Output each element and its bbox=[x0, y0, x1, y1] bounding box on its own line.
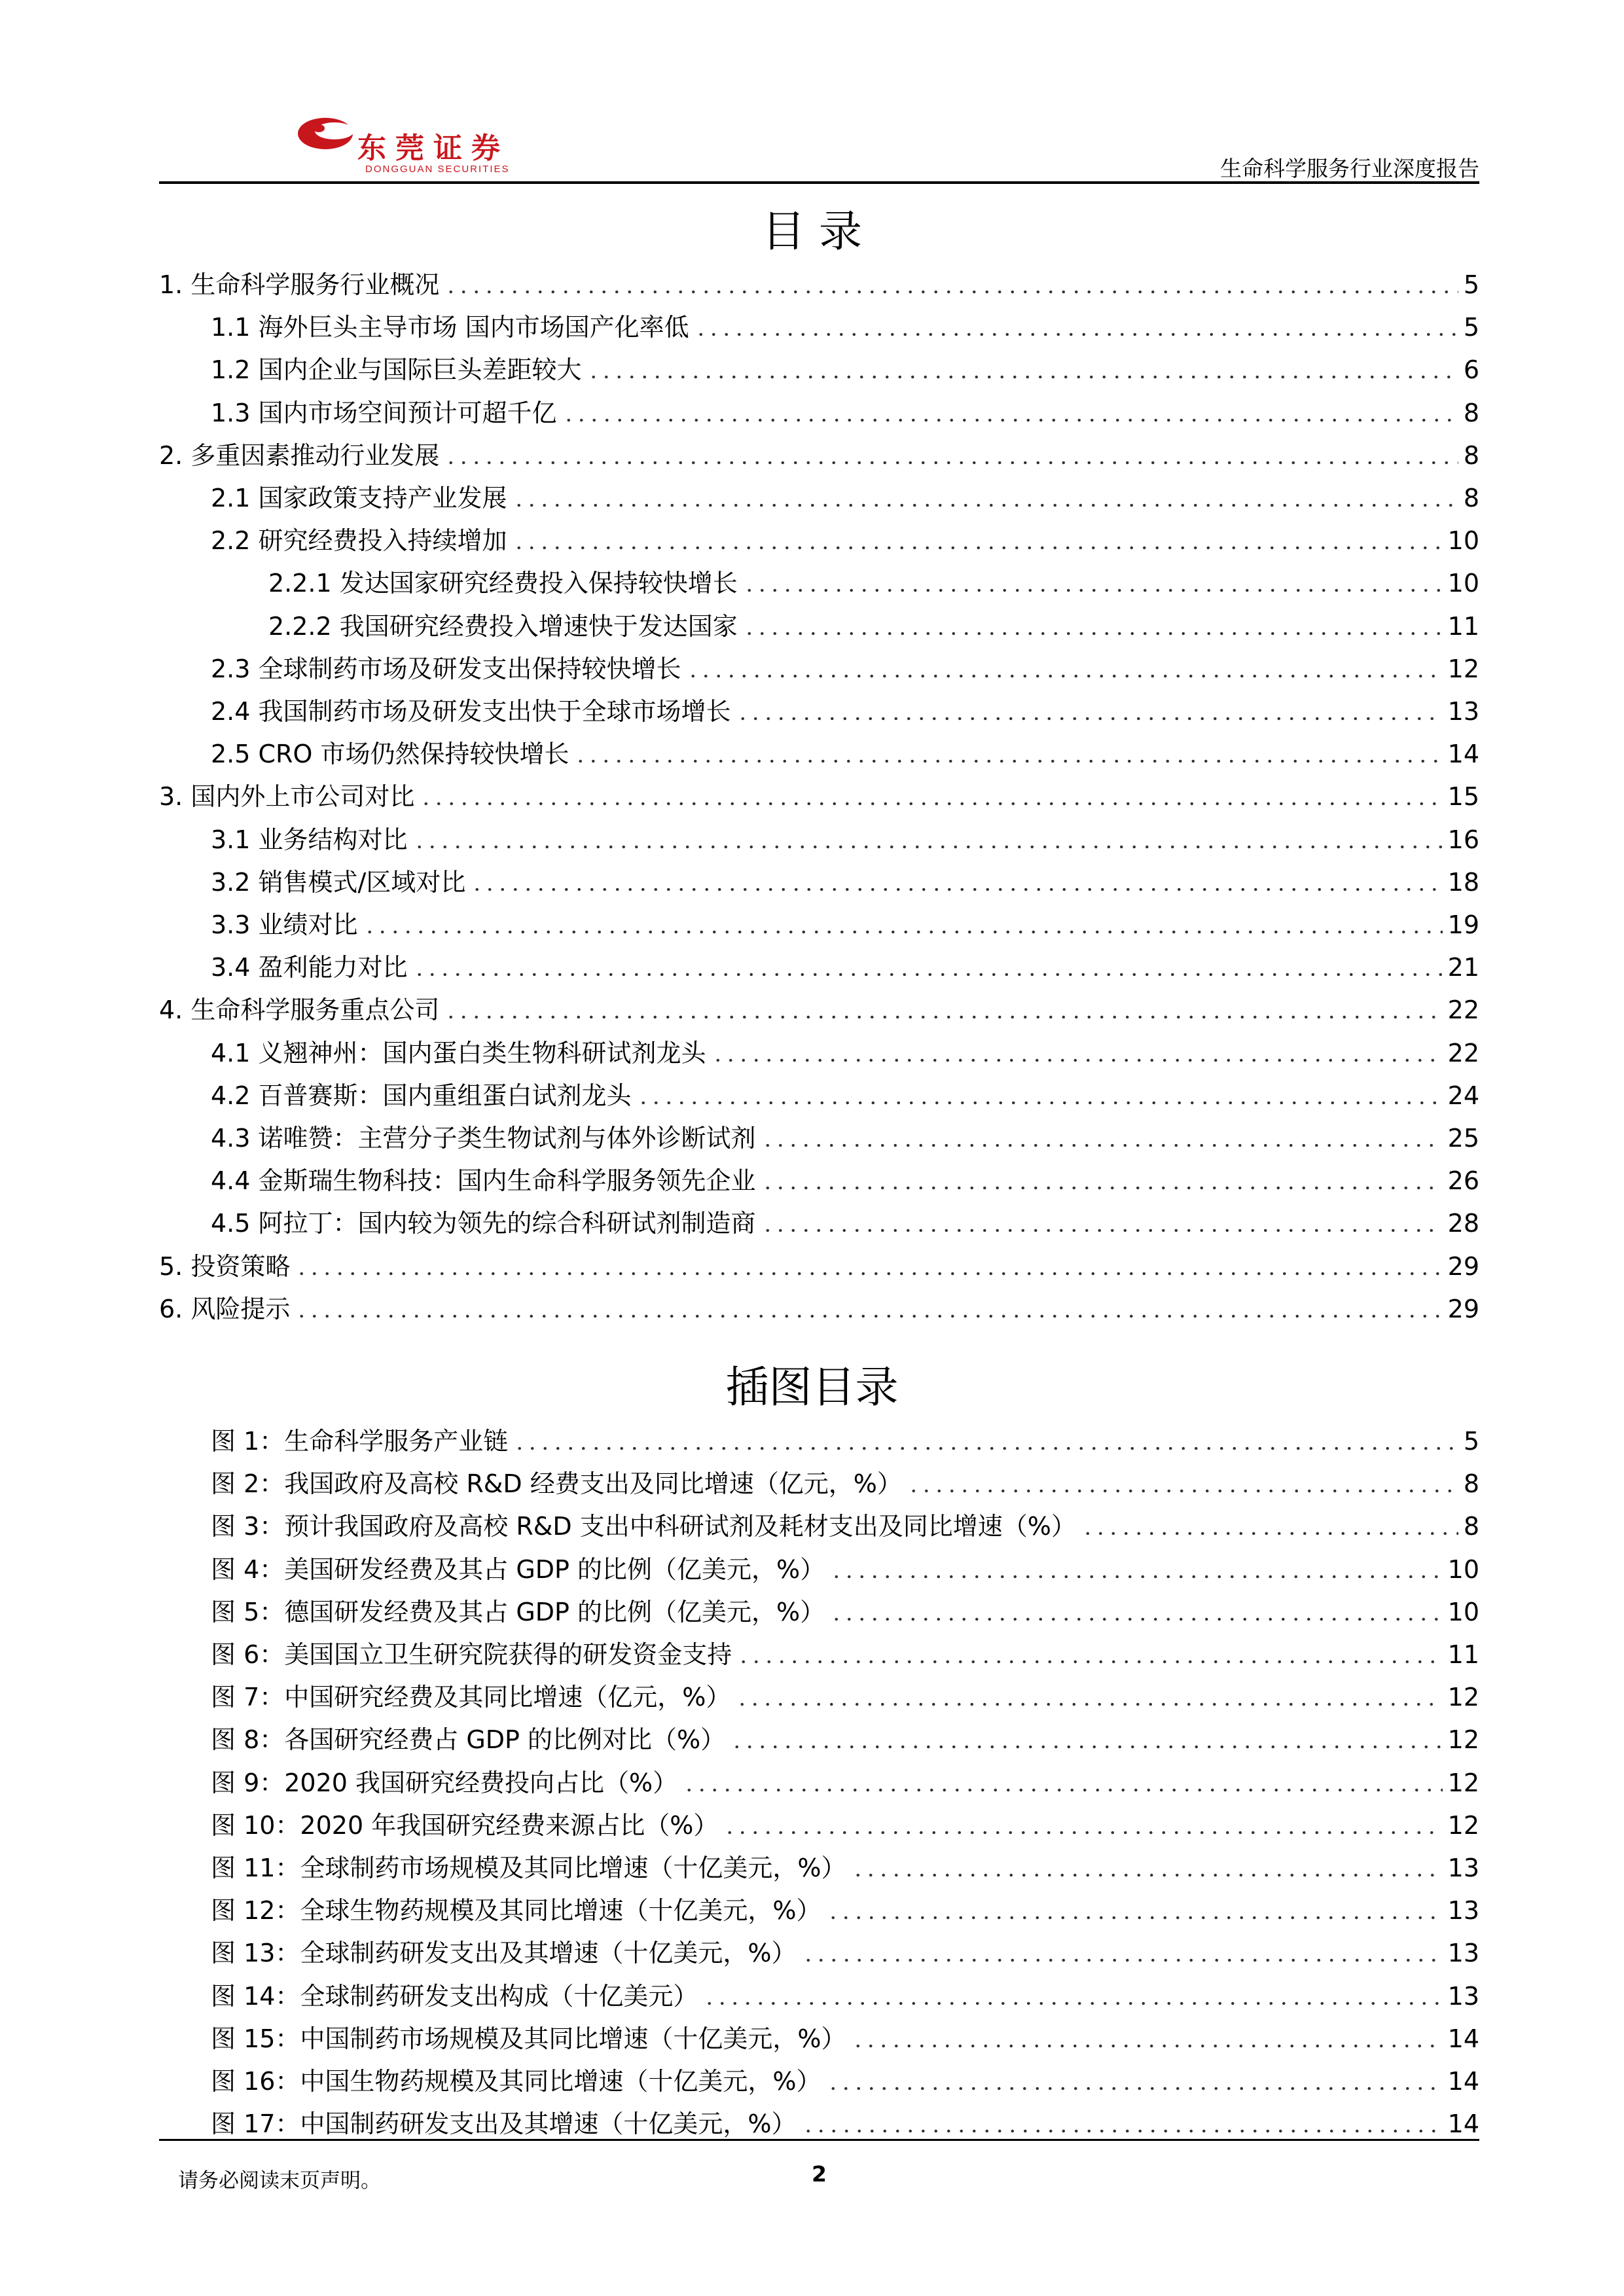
toc-entry[interactable] bbox=[159, 439, 1479, 472]
toc-entry[interactable] bbox=[211, 353, 1479, 386]
report-title: 生命科学服务行业深度报告 bbox=[1220, 156, 1479, 181]
dot-leader bbox=[737, 1659, 1442, 1664]
dot-leader bbox=[761, 1228, 1443, 1233]
toc-entry-page: 29 bbox=[1447, 1295, 1479, 1323]
toc-entry[interactable] bbox=[211, 695, 1479, 728]
toc-entry[interactable] bbox=[159, 268, 1479, 301]
dot-leader bbox=[802, 1958, 1443, 1963]
figure-entry-page: 13 bbox=[1447, 1939, 1479, 1967]
dot-leader bbox=[574, 759, 1442, 764]
dot-leader bbox=[852, 1873, 1443, 1878]
figure-entry[interactable] bbox=[211, 1852, 1479, 1884]
figure-entry-page: 8 bbox=[1463, 1469, 1479, 1498]
figure-entry-page: 13 bbox=[1447, 1896, 1479, 1925]
dot-leader bbox=[562, 418, 1458, 423]
figure-entry[interactable] bbox=[211, 1510, 1479, 1543]
toc-entry-page: 8 bbox=[1463, 399, 1479, 427]
figures-title: 插图目录 bbox=[725, 1362, 899, 1412]
brand-name-english: DONGGUAN SECURITIES bbox=[365, 164, 510, 175]
toc-entry-page: 25 bbox=[1447, 1124, 1479, 1153]
dot-leader bbox=[471, 887, 1442, 892]
toc-entry[interactable] bbox=[159, 994, 1479, 1026]
dot-leader bbox=[444, 1014, 1442, 1020]
toc-entry-label: 6. 风险提示 bbox=[159, 1295, 291, 1323]
toc-entry-page: 18 bbox=[1447, 868, 1479, 897]
header-divider bbox=[159, 181, 1479, 184]
page-number: 2 bbox=[812, 2161, 827, 2187]
toc-entry[interactable] bbox=[211, 482, 1479, 514]
figure-entry-page: 14 bbox=[1447, 2067, 1479, 2096]
figure-entry-label: 图 14：全球制药研发支出构成（十亿美元） bbox=[211, 1982, 698, 2011]
toc-entry[interactable] bbox=[211, 823, 1479, 856]
toc-entry-label: 3.4 盈利能力对比 bbox=[211, 953, 408, 982]
toc-entry[interactable] bbox=[211, 524, 1479, 557]
toc-entry-label: 2.3 全球制药市场及研发支出保持较快增长 bbox=[211, 655, 681, 683]
dot-leader bbox=[413, 844, 1443, 850]
dot-leader bbox=[363, 929, 1443, 935]
toc-entry-page: 15 bbox=[1447, 782, 1479, 811]
company-logo-icon bbox=[297, 115, 355, 152]
figure-entry-page: 13 bbox=[1447, 1982, 1479, 2011]
dot-leader bbox=[695, 332, 1458, 337]
dot-leader bbox=[731, 1744, 1442, 1749]
toc-entry-page: 19 bbox=[1447, 910, 1479, 939]
toc-entry[interactable] bbox=[211, 653, 1479, 685]
toc-entry-page: 5 bbox=[1463, 313, 1479, 342]
figure-entry[interactable] bbox=[211, 1809, 1479, 1842]
footer-divider bbox=[159, 2139, 1479, 2141]
figure-entry-label: 图 12：全球生物药规模及其同比增速（十亿美元，%） bbox=[211, 1896, 821, 1925]
toc-entry[interactable] bbox=[211, 951, 1479, 984]
toc-entry-label: 4.5 阿拉丁：国内较为领先的综合科研试剂制造商 bbox=[211, 1209, 756, 1238]
figure-entry[interactable] bbox=[211, 1596, 1479, 1628]
figure-entry[interactable] bbox=[211, 1681, 1479, 1713]
toc-entry-label: 4.3 诺唯赞：主营分子类生物试剂与体外诊断试剂 bbox=[211, 1124, 756, 1153]
figure-entry[interactable] bbox=[211, 2065, 1479, 2098]
figure-entry-label: 图 9：2020 我国研究经费投向占比（%） bbox=[211, 1768, 678, 1797]
page-header bbox=[159, 111, 1479, 182]
dot-leader bbox=[736, 1702, 1442, 1707]
toc-entry-page: 10 bbox=[1447, 569, 1479, 598]
dot-leader bbox=[444, 460, 1458, 465]
toc-entry-label: 2. 多重因素推动行业发展 bbox=[159, 441, 440, 470]
figure-entry[interactable] bbox=[211, 1767, 1479, 1799]
dot-leader bbox=[743, 588, 1443, 593]
toc-entry-page: 22 bbox=[1447, 1039, 1479, 1067]
figure-entry-label: 图 8：各国研究经费占 GDP 的比例对比（%） bbox=[211, 1725, 726, 1754]
figure-entry[interactable] bbox=[211, 2108, 1479, 2140]
figure-entry-label: 图 4：美国研发经费及其占 GDP 的比例（亿美元，%） bbox=[211, 1555, 825, 1584]
dot-leader bbox=[830, 1574, 1442, 1579]
toc-entry[interactable] bbox=[211, 1207, 1479, 1240]
toc-entry-label: 2.2 研究经费投入持续增加 bbox=[211, 526, 507, 555]
toc-entry[interactable] bbox=[211, 738, 1479, 770]
dot-leader bbox=[743, 631, 1443, 636]
dot-leader bbox=[295, 1271, 1442, 1276]
dot-leader bbox=[683, 1787, 1442, 1793]
dot-leader bbox=[802, 2128, 1443, 2134]
toc-entry-label: 2.4 我国制药市场及研发支出快于全球市场增长 bbox=[211, 697, 731, 726]
toc-title: 目 录 bbox=[762, 206, 862, 257]
figure-entry-page: 13 bbox=[1447, 1854, 1479, 1882]
figure-entry-label: 图 11：全球制药市场规模及其同比增速（十亿美元，%） bbox=[211, 1854, 846, 1882]
dot-leader bbox=[637, 1100, 1443, 1105]
dot-leader bbox=[513, 1446, 1458, 1451]
toc-entry-label: 5. 投资策略 bbox=[159, 1252, 291, 1281]
toc-entry[interactable] bbox=[211, 1037, 1479, 1069]
figure-entry-page: 14 bbox=[1447, 2024, 1479, 2053]
toc-entry-label: 2.5 CRO 市场仍然保持较快增长 bbox=[211, 740, 569, 768]
figure-entry-label: 图 5：德国研发经费及其占 GDP 的比例（亿美元，%） bbox=[211, 1598, 825, 1626]
figure-entry[interactable] bbox=[211, 1467, 1479, 1500]
dot-leader bbox=[761, 1185, 1443, 1191]
toc-entry-page: 10 bbox=[1447, 526, 1479, 555]
figure-entry-page: 5 bbox=[1463, 1427, 1479, 1456]
toc-entry-label: 4.1 义翘神州：国内蛋白类生物科研试剂龙头 bbox=[211, 1039, 706, 1067]
figure-entry-label: 图 17：中国制药研发支出及其增速（十亿美元，%） bbox=[211, 2109, 797, 2138]
toc-entry-page: 14 bbox=[1447, 740, 1479, 768]
dot-leader bbox=[444, 289, 1458, 295]
figure-entry[interactable] bbox=[211, 1425, 1479, 1458]
toc-entry[interactable] bbox=[211, 866, 1479, 899]
toc-entry-page: 29 bbox=[1447, 1252, 1479, 1281]
figure-entry-label: 图 7：中国研究经费及其同比增速（亿元，%） bbox=[211, 1683, 731, 1712]
toc-entry-page: 5 bbox=[1463, 270, 1479, 299]
toc-entry-page: 13 bbox=[1447, 697, 1479, 726]
toc-entry-page: 24 bbox=[1447, 1081, 1479, 1110]
dot-leader bbox=[712, 1058, 1443, 1063]
toc-entry[interactable] bbox=[268, 610, 1479, 643]
figure-entry[interactable] bbox=[211, 1937, 1479, 1969]
dot-leader bbox=[827, 2086, 1443, 2091]
toc-entry-page: 6 bbox=[1463, 355, 1479, 384]
toc-entry-label: 1. 生命科学服务行业概况 bbox=[159, 270, 440, 299]
figure-entry-page: 10 bbox=[1447, 1598, 1479, 1626]
toc-entry-label: 3.2 销售模式/区域对比 bbox=[211, 868, 466, 897]
dot-leader bbox=[513, 503, 1458, 508]
toc-entry[interactable] bbox=[159, 780, 1479, 813]
toc-entry-page: 26 bbox=[1447, 1166, 1479, 1195]
figure-entry[interactable] bbox=[211, 1723, 1479, 1756]
figure-entry-label: 图 2：我国政府及高校 R&D 经费支出及同比增速（亿元，%） bbox=[211, 1469, 902, 1498]
dot-leader bbox=[723, 1830, 1442, 1835]
toc-entry-label: 3. 国内外上市公司对比 bbox=[159, 782, 415, 811]
figure-entry-label: 图 6：美国国立卫生研究院获得的研发资金支持 bbox=[211, 1640, 732, 1669]
dot-leader bbox=[587, 374, 1458, 380]
dot-leader bbox=[830, 1617, 1442, 1622]
figure-entry[interactable] bbox=[211, 1638, 1479, 1671]
dot-leader bbox=[827, 1915, 1443, 1920]
figure-entry-page: 12 bbox=[1447, 1683, 1479, 1712]
toc-entry-page: 28 bbox=[1447, 1209, 1479, 1238]
brand-name: 东莞证券 bbox=[357, 132, 509, 165]
toc-entry[interactable] bbox=[211, 1122, 1479, 1155]
figure-entry-label: 图 1：生命科学服务产业链 bbox=[211, 1427, 509, 1456]
toc-entry[interactable] bbox=[159, 1250, 1479, 1283]
toc-entry-page: 11 bbox=[1447, 612, 1479, 641]
toc-entry-page: 12 bbox=[1447, 655, 1479, 683]
toc-entry-label: 2.2.1 发达国家研究经费投入保持较快增长 bbox=[268, 569, 738, 598]
toc-entry-page: 16 bbox=[1447, 825, 1479, 854]
dot-leader bbox=[413, 972, 1443, 977]
toc-entry-label: 1.2 国内企业与国际巨头差距较大 bbox=[211, 355, 582, 384]
dot-leader bbox=[736, 716, 1443, 721]
dot-leader bbox=[761, 1143, 1443, 1148]
figure-entry-page: 11 bbox=[1447, 1640, 1479, 1669]
figure-entry-page: 12 bbox=[1447, 1725, 1479, 1754]
figure-entry-page: 12 bbox=[1447, 1768, 1479, 1797]
figure-entry-page: 14 bbox=[1447, 2109, 1479, 2138]
toc-entry-page: 8 bbox=[1463, 484, 1479, 512]
toc-entry[interactable] bbox=[159, 1293, 1479, 1325]
toc-entry[interactable] bbox=[211, 1164, 1479, 1197]
toc-entry[interactable] bbox=[211, 311, 1479, 344]
toc-entry-label: 1.1 海外巨头主导市场 国内市场国产化率低 bbox=[211, 313, 689, 342]
toc-entry-label: 4.2 百普赛斯：国内重组蛋白试剂龙头 bbox=[211, 1081, 632, 1110]
toc-entry-label: 3.3 业绩对比 bbox=[211, 910, 358, 939]
toc-entry-label: 4.4 金斯瑞生物科技：国内生命科学服务领先企业 bbox=[211, 1166, 756, 1195]
toc-entry-page: 8 bbox=[1463, 441, 1479, 470]
toc-entry[interactable] bbox=[211, 1079, 1479, 1112]
toc-entry[interactable] bbox=[268, 567, 1479, 600]
toc-entry-label: 3.1 业务结构对比 bbox=[211, 825, 408, 854]
figure-entry-label: 图 3：预计我国政府及高校 R&D 支出中科研试剂及耗材支出及同比增速（%） bbox=[211, 1512, 1076, 1541]
toc-entry-page: 22 bbox=[1447, 996, 1479, 1024]
figure-entry-page: 12 bbox=[1447, 1811, 1479, 1840]
figure-entry-label: 图 15：中国制药市场规模及其同比增速（十亿美元，%） bbox=[211, 2024, 846, 2053]
toc-entry-label: 2.2.2 我国研究经费投入增速快于发达国家 bbox=[268, 612, 738, 641]
dot-leader bbox=[852, 2043, 1443, 2049]
figure-entry[interactable] bbox=[211, 2022, 1479, 2055]
toc-entry-label: 1.3 国内市场空间预计可超千亿 bbox=[211, 399, 557, 427]
dot-leader bbox=[687, 673, 1443, 679]
figure-entry-page: 8 bbox=[1463, 1512, 1479, 1541]
dot-leader bbox=[703, 2001, 1442, 2006]
dot-leader bbox=[295, 1314, 1442, 1319]
dot-leader bbox=[1081, 1531, 1458, 1536]
disclaimer-note: 请务必阅读末页声明。 bbox=[178, 2169, 381, 2193]
figure-entry-label: 图 13：全球制药研发支出及其增速（十亿美元，%） bbox=[211, 1939, 797, 1967]
toc-entry-label: 4. 生命科学服务重点公司 bbox=[159, 996, 440, 1024]
figure-entry-label: 图 10：2020 年我国研究经费来源占比（%） bbox=[211, 1811, 719, 1840]
figure-entry[interactable] bbox=[211, 1980, 1479, 2013]
toc-entry-page: 21 bbox=[1447, 953, 1479, 982]
toc-entry[interactable] bbox=[211, 908, 1479, 941]
toc-entry-label: 2.1 国家政策支持产业发展 bbox=[211, 484, 507, 512]
figure-entry[interactable] bbox=[211, 1553, 1479, 1586]
figure-entry-page: 10 bbox=[1447, 1555, 1479, 1584]
figure-entry-label: 图 16：中国生物药规模及其同比增速（十亿美元，%） bbox=[211, 2067, 821, 2096]
dot-leader bbox=[420, 801, 1442, 806]
dot-leader bbox=[907, 1488, 1458, 1494]
figure-entry[interactable] bbox=[211, 1894, 1479, 1927]
toc-entry[interactable] bbox=[211, 397, 1479, 429]
dot-leader bbox=[513, 545, 1443, 550]
